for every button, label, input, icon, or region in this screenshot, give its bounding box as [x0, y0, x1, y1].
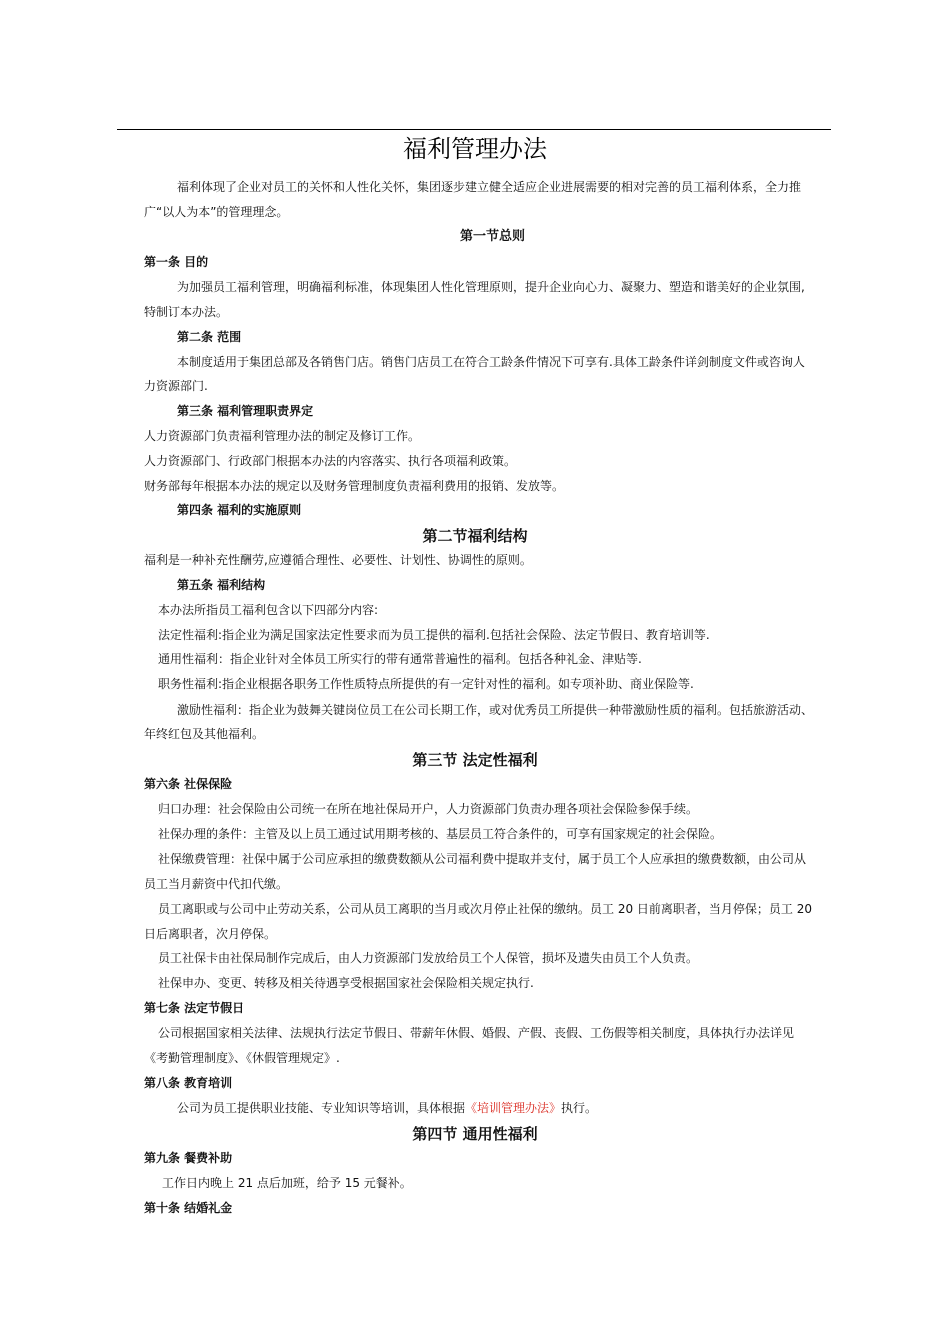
article-6-line-4: 员工当月薪资中代扣代缴。 [144, 877, 289, 891]
article-7-title: 第七条 法定节假日 [144, 1001, 245, 1015]
article-9-title: 第九条 餐费补助 [144, 1151, 233, 1165]
section-2-heading: 第二节福利结构 [422, 527, 528, 545]
article-3-line-3: 财务部每年根据本办法的规定以及财务管理制度负责福利费用的报销、发放等。 [144, 479, 565, 493]
article-3-line-2: 人力资源部门、行政部门根据本办法的内容落实、执行各项福利政策。 [144, 454, 517, 468]
article-3-title: 第三条 福利管理职责界定 [177, 404, 314, 418]
article-7-line-2: 《考勤管理制度》、《休假管理规定》. [144, 1051, 340, 1065]
article-8-title: 第八条 教育培训 [144, 1076, 233, 1090]
article-8-text-post: 执行。 [561, 1101, 598, 1115]
article-5-title: 第五条 福利结构 [177, 578, 266, 592]
article-1-title: 第一条 目的 [144, 255, 209, 269]
article-6-line-5: 员工离职或与公司中止劳动关系，公司从员工离职的当月或次月停止社保的缴纳。员工 20 日前离职者，当月停保；员工 20 [158, 902, 812, 916]
intro-line-1: 福利体现了企业对员工的关怀和人性化关怀，集团逐步建立健全适应企业进展需要的相对完善的员工福利体系，全力推 [177, 180, 802, 194]
article-4-title: 第四条 福利的实施原则 [177, 503, 302, 517]
article-6-title: 第六条 社保保险 [144, 777, 233, 791]
article-5-line-6: 年终红包及其他福利。 [144, 727, 265, 741]
article-5-line-2: 法定性福利:指企业为满足国家法定性要求而为员工提供的福利.包括社会保险、法定节假日、教育培训等. [158, 628, 710, 642]
article-5-line-3: 通用性福利：指企业针对全体员工所实行的带有通常普遍性的福利。包括各种礼金、津贴等. [158, 652, 642, 666]
article-2-title: 第二条 范围 [177, 330, 242, 344]
article-5-line-1: 本办法所指员工福利包含以下四部分内容: [158, 603, 379, 617]
section-1-heading: 第一节总则 [459, 229, 525, 244]
header-rule [117, 129, 831, 130]
article-1-line-2: 特制订本办法。 [144, 305, 229, 319]
article-2-line-1: 本制度适用于集团总部及各销售门店。销售门店员工在符合工龄条件情况下可享有.具体工龄条件详剑制度文件或咨询人 [177, 355, 805, 369]
article-7-line-1: 公司根据国家相关法律、法规执行法定节假日、带薪年休假、婚假、产假、丧假、工伤假等相关制度，具体执行办法详见 [158, 1026, 795, 1040]
article-2-line-2: 力资源部门. [144, 379, 208, 393]
article-6-line-3: 社保缴费管理：社保中属于公司应承担的缴费数额从公司福利费中提取并支付，属于员工个人应承担的缴费数额，由公司从 [158, 852, 807, 866]
article-10-title: 第十条 结婚礼金 [144, 1201, 233, 1215]
article-6-line-6: 日后离职者，次月停保。 [144, 927, 277, 941]
article-5-line-5: 激励性福利：指企业为鼓舞关键岗位员工在公司长期工作，或对优秀员工所提供一种带激励性质的福利。包括旅游活动、 [177, 703, 814, 717]
article-8-text-pre: 公司为员工提供职业技能、专业知识等培训，具体根据 [177, 1101, 466, 1115]
article-9-line-1: 工作日内晚上 21 点后加班，给予 15 元餐补。 [162, 1176, 412, 1190]
article-6-line-1: 归口办理：社会保险由公司统一在所在地社保局开户，人力资源部门负责办理各项社会保险参保手续。 [158, 802, 699, 816]
article-6-line-7: 员工社保卡由社保局制作完成后，由人力资源部门发放给员工个人保管，损坏及遗失由员工个人负责。 [158, 951, 699, 965]
article-6-line-2: 社保办理的条件：主管及以上员工通过试用期考核的、基层员工符合条件的，可享有国家规定的社会保险。 [158, 827, 723, 841]
article-1-line-1: 为加强员工福利管理，明确福利标准，体现集团人性化管理原则，提升企业向心力、凝聚力、塑造和谐美好的企业氛围, [177, 280, 805, 294]
article-8-line-1 [177, 1100, 597, 1116]
article-6-line-8: 社保申办、变更、转移及相关待遇享受根据国家社会保险相关规定执行. [158, 976, 534, 990]
section-3-heading: 第三节 法定性福利 [412, 751, 538, 769]
article-5-line-4: 职务性福利:指企业根据各职务工作性质特点所提供的有一定针对性的福利。如专项补助、商业保险等. [158, 677, 694, 691]
intro-line-2: 广“以人为本”的管理理念。 [144, 205, 289, 219]
document-title: 福利管理办法 [403, 135, 547, 163]
section-2-intro: 福利是一种补充性酬劳,应遵循合理性、必要性、计划性、协调性的原则。 [144, 553, 532, 567]
section-4-heading: 第四节 通用性福利 [412, 1125, 538, 1143]
article-3-line-1: 人力资源部门负责福利管理办法的制定及修订工作。 [144, 429, 421, 443]
training-policy-link[interactable]: 《培训管理办法》 [465, 1101, 562, 1115]
